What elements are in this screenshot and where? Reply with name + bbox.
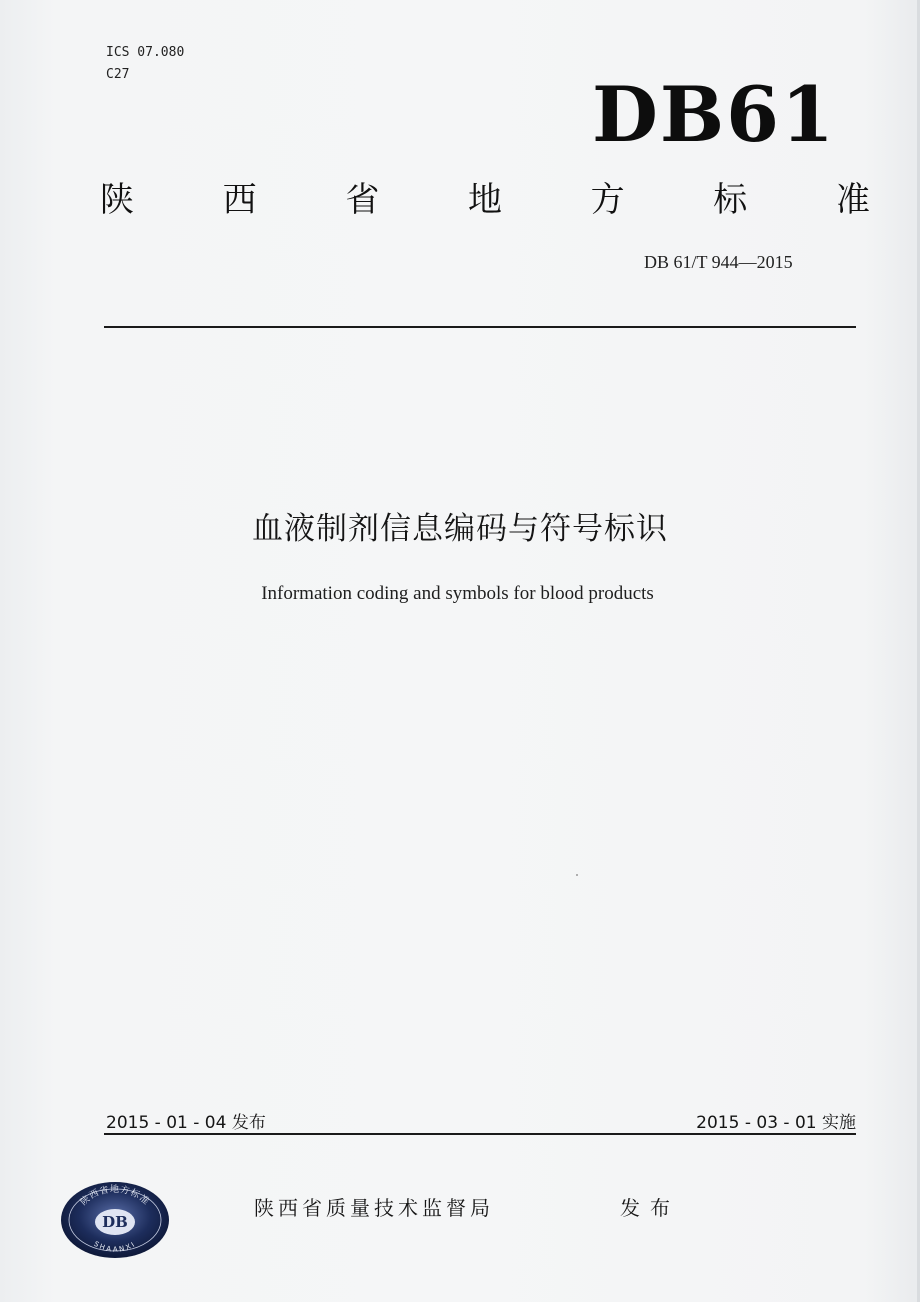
db-code-logo: DB61 — [592, 70, 836, 159]
top-divider — [104, 326, 856, 328]
category-char: 西 — [222, 180, 257, 220]
publish-label: 发布 — [620, 1196, 680, 1220]
release-date: 2015 - 01 - 04 发布 — [106, 1113, 266, 1133]
seal-top-text: 陕西省地方标准 — [78, 1185, 152, 1208]
ics-code: ICS 07.080 — [106, 45, 185, 60]
category-char: 方 — [590, 180, 625, 220]
seal-emblem-icon — [60, 1180, 170, 1260]
implementation-date: 2015 - 03 - 01 实施 — [696, 1113, 856, 1133]
category-char: 省 — [345, 180, 380, 220]
classification-codes — [106, 42, 184, 86]
category-char: 地 — [467, 180, 502, 220]
seal-center-text: DB — [102, 1213, 128, 1231]
document-title-chinese: 血液制剂信息编码与符号标识 — [252, 511, 668, 547]
standard-number: DB 61/T 944—2015 — [644, 252, 793, 272]
seal-bottom-text: SHAANXI — [92, 1239, 138, 1254]
ccs-code: C27 — [106, 67, 130, 82]
scan-speck — [576, 874, 578, 876]
bottom-divider — [104, 1133, 856, 1135]
standard-category-heading — [100, 175, 870, 225]
category-char: 陕 — [100, 180, 134, 220]
category-char: 准 — [835, 180, 870, 220]
category-char: 标 — [713, 180, 748, 220]
issuing-authority: 陕西省质量技术监督局 — [254, 1196, 494, 1220]
document-title-english: Information coding and symbols for blood products — [261, 583, 654, 604]
